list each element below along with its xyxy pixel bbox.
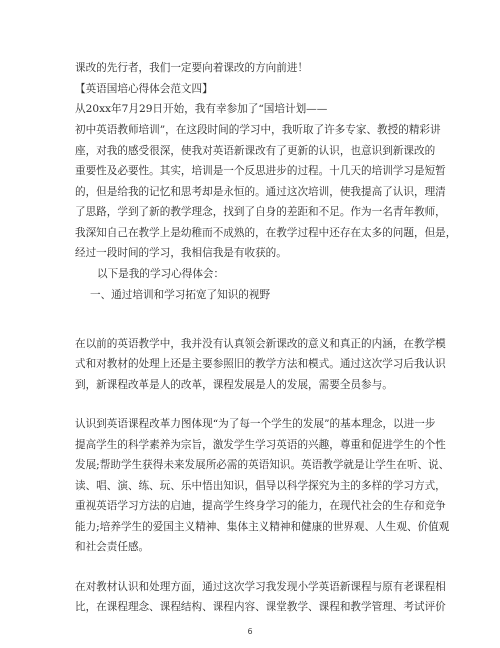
text-line: 以下是我的学习心得体会： <box>97 268 225 280</box>
text-line: 课改的先行者，我们一定要向着课改的方向前进！ <box>75 62 309 74</box>
text-line: 重要性及必要性。其实，培训是一个反思进步的过程。十几天的培训学习是短暂 <box>75 165 446 177</box>
text-line: 能力;培养学生的爱国主义精神、集体主义精神和健康的世界观、人生观、价值观 <box>75 521 450 533</box>
text-line: 座，对我的感受很深，使我对英语新课改有了更新的认识，也意识到新课改的 <box>75 145 436 157</box>
text-line: 在以前的英语教学中，我并没有认真领会新课改的意义和真正的内涵，在教学模 <box>75 338 446 350</box>
text-line: 的，但是给我的记忆和思考却是永恒的。通过这次培训，使我提高了认识，理清 <box>75 186 446 198</box>
text-line: 初中英语教师培训”，在这段时间的学习中，我听取了许多专家、教授的精彩讲 <box>75 124 441 136</box>
text-line: 读、唱、演、练、玩、乐中悟出知识，倡导以科学探究为主的多样的学习方式， <box>75 480 446 492</box>
text-line: 经过一段时间的学习，我相信我是有收获的。 <box>75 247 287 259</box>
text-line: 了思路，学到了新的教学理念，找到了自身的差距和不足。作为一名青年教师， <box>75 206 446 218</box>
text-line: 比，在课程理念、课程结构、课程内容、课堂教学、课程和教学管理、考试评价 <box>75 601 446 613</box>
text-line: 我深知自己在教学上是幼稚而不成熟的，在教学过程中还存在太多的问题，但是， <box>75 227 457 239</box>
text-line: 认识到英语课程改革力图体现“为了每一个学生的发展”的基本理念，以进一步 <box>75 418 436 430</box>
subheading: 一、通过培训和学习拓宽了知识的视野 <box>90 289 271 301</box>
text-line: 在对教材认识和处理方面，通过这次学习我发现小学英语新课程与原有老课程相 <box>75 581 446 593</box>
page-number: 6 <box>247 627 253 636</box>
section-heading: 【英语国培心得体会范文四】 <box>75 83 213 95</box>
text-line: 和社会责任感。 <box>75 541 150 553</box>
text-line: 提高学生的科学素养为宗旨，激发学生学习英语的兴趣，尊重和促进学生的个性 <box>75 439 446 451</box>
text-line: 式和对教材的处理上还是主要参照旧的教学方法和模式。通过这次学习后我认识 <box>75 358 446 370</box>
text-line: 从20xx年7月29日开始，我有幸参加了“国培计划—— <box>75 103 328 115</box>
text-line: 到，新课程改革是人的改革，课程发展是人的发展，需要全员参与。 <box>75 379 393 391</box>
text-line: 重视英语学习方法的启迪，提高学生终身学习的能力，在现代社会的生存和竞争 <box>75 500 446 512</box>
text-line: 发展;帮助学生获得未来发展所必需的英语知识。英语教学就是让学生在听、说、 <box>75 459 450 471</box>
